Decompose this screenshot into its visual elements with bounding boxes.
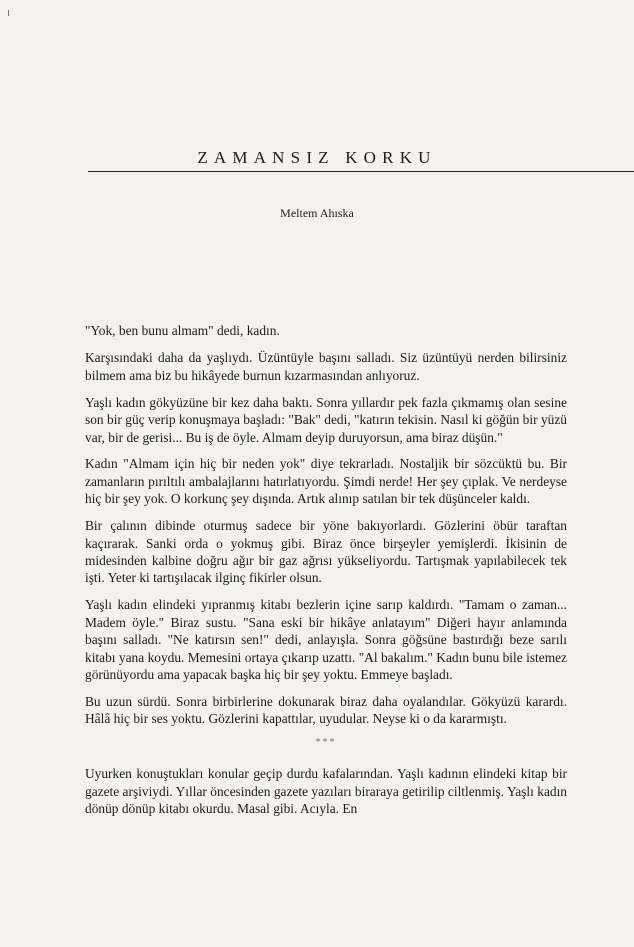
title-underline (88, 171, 634, 172)
section-separator: *** (315, 737, 337, 749)
paragraph-3: Yaşlı kadın gökyüzüne bir kez daha baktı. Sonra yıllardır pek fazla çıkmamış olan sesine son bir güç verip konuşmaya başladı: "Bak" dedi, "katırın tekisin. Nasıl ki göğün bir yüzü var, bir de gerisi... Bu iş de öyle. Almam deyip duruyorsun, ama biraz düşün." (85, 394, 567, 445)
paragraph-1: "Yok, ben bunu almam" dedi, kadın. (85, 323, 280, 338)
story-title: ZAMANSIZ KORKU (197, 148, 437, 167)
paragraph-8: Uyurken konuştukları konular geçip durdu kafalarından. Yaşlı kadının elindeki kitap bir gazete arşiviydi. Yıllar öncesinden gazete yazıları biraraya getirilip ciltlenmiş. Yaşlı kadın dönüp dönüp kitabı okurdu. Masal gibi. Acıyla. En (85, 766, 567, 816)
paragraph-5: Bir çalının dibinde oturmuş sadece bir yöne bakıyorlardı. Gözlerini öbür taraftan kaçırarak. Sanki orda o yokmuş gibi. Biraz önce birşeyler yemişlerdi. İkisinin de midesinden kalbine doğru ağır bir gaz ağrısı yükseliyordu. Tartışmak yapılabilecek tek işti. Yeter ki tartışılacak ilginç fikirler olsun. (85, 518, 567, 586)
page-corner-mark (8, 10, 9, 16)
author-name: Meltem Ahıska (280, 206, 354, 220)
paragraph-4: Kadın "Almam için hiç bir neden yok" diye tekrarladı. Nostaljik bir sözcüktü bu. Bir zamanların pırıltılı ambalajlarını hatırlatıyordu. Şimdi nerde! Her şey çıplak. Ve nerdeyse hiç bir şey yok. O korkunç şey dışında. Artık alınıp satılan bir tek düşünceler kaldı. (85, 456, 567, 507)
paragraph-2: Karşısındaki daha da yaşlıydı. Üzüntüyle başını salladı. Siz üzüntüyü nerden bilirsiniz bilmem ama biz bu hikâyede burnun kızarmasından anlıyoruz. (85, 350, 567, 383)
paragraph-7: Bu uzun sürdü. Sonra birbirlerine dokunarak biraz daha oyalandılar. Gökyüzü karardı. Hâlâ hiç bir ses yoktu. Gözlerini kapattılar, uyudular. Neyse ki o da kararmıştı. (85, 693, 567, 727)
paragraph-6: Yaşlı kadın elindeki yıpranmış kitabı bezlerin içine sarıp kaldırdı. "Tamam o zaman... Madem öyle." Biraz sustu. "Sana eski bir hikâye anlatayım" Diğeri hayır anlamında başını salladı. "Ne katırsın sen!" dedi, anlayışla. Sonra göğsüne bastırdığı beze sarılı kitabı yana koydu. Memesini ortaya çıkarıp uzattı. "Al bakalım." Kadın bunu bile istemez görünüyordu ama yapacak başka hiç bir şey yoktu. Emmeye başladı. (85, 597, 567, 682)
story-body (85, 322, 567, 827)
